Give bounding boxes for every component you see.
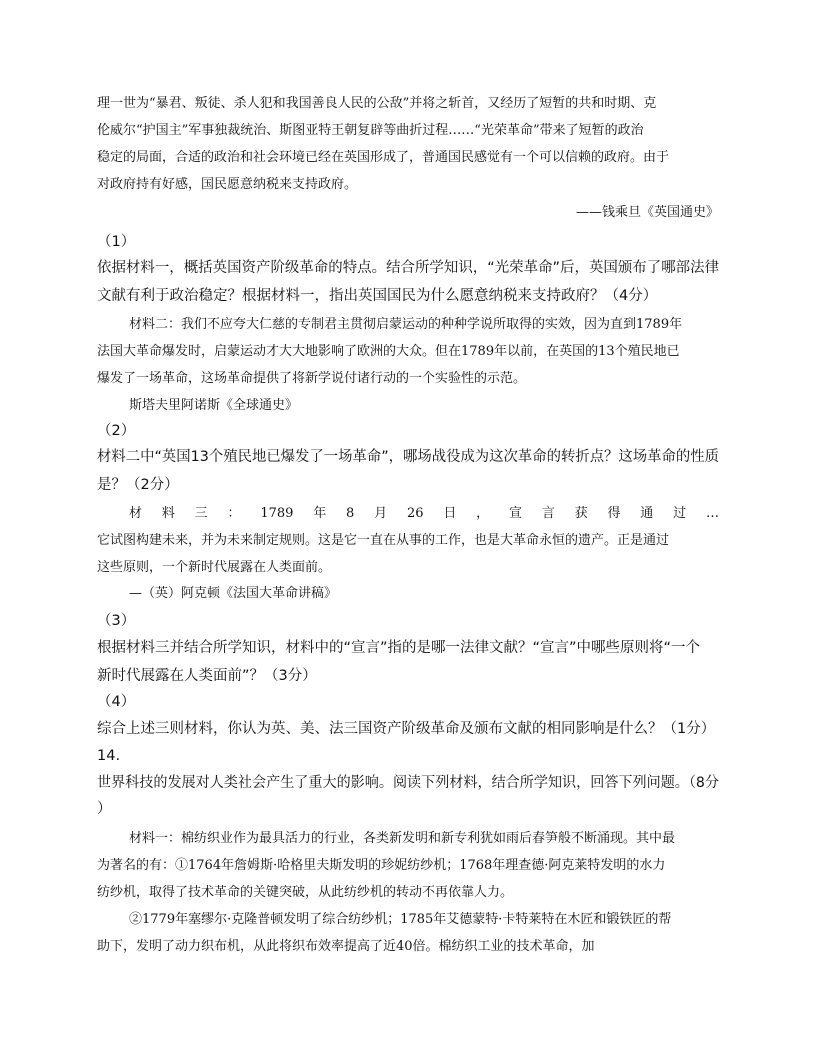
material-three-line-1-part: 26 [406, 506, 424, 521]
material-three-line-1-part: 言 [541, 506, 555, 521]
material-one-source: ——钱乘旦《英国通史》 [575, 205, 719, 220]
question-3-line-2: 新时代展露在人类面前”？（3分） [97, 668, 317, 684]
material-one-line-1: 理一世为“暴君、叛徒、杀人犯和我国善良人民的公敌”并将之斩首，又经历了短暂的共和时期、克 [97, 96, 657, 111]
question-1-line-1: 依据材料一，概括英国资产阶级革命的特点。结合所学知识，“光荣革命”后，英国颁布了哪部法律 [97, 260, 720, 276]
material-three-source: —（英）阿克顿《法国大革命讲稿》 [129, 586, 338, 601]
material-two-line-3: 爆发了一场革命，这场革命提供了将新学说付诸行动的一个实验性的示范。 [97, 371, 527, 386]
material-three-line-1-part: 过 [673, 506, 687, 521]
question-3-line-1: 根据材料三并结合所学知识，材料中的“宣言”指的是哪一法律文献？“宣言”中哪些原则将“一个 [97, 640, 701, 656]
question-2-line-1: 材料二中“英国13个殖民地已爆发了一场革命”，哪场战役成为这次革命的转折点？这场革命的性质 [97, 449, 719, 465]
material-three-line-1-part: 材 [129, 506, 143, 521]
material-three-line-1-part: 三 [194, 506, 208, 521]
material-three-line-2: 它试图构建未来，并为未来制定规则。这是它一直在从事的工作，也是大革命永恒的遗产。正是通过 [97, 533, 670, 548]
question-1-line-2: 文献有利于政治稳定？根据材料一，指出英国国民为什么愿意纳税来支持政府？（4分） [97, 288, 658, 304]
question-2-number: （2） [97, 423, 136, 439]
material-four-line-2: 为著名的有：①1764年詹姆斯·哈格里夫斯发明的珍妮纺纱机；1768年理查德·阿克莱特发明的水力 [97, 858, 666, 873]
material-three-line-1 [129, 504, 719, 524]
material-three-line-1-part: ： [227, 506, 241, 521]
material-three-line-1-part: 得 [607, 506, 621, 521]
material-three-line-1-part: 日 [443, 506, 457, 521]
material-four-line-3: 纺纱机，取得了技术革命的关键突破，从此纺纱机的转动不再依靠人力。 [97, 885, 514, 900]
material-three-line-1-part: 宣 [508, 506, 522, 521]
material-three-line-3: 这些原则，一个新时代展露在人类面前。 [97, 560, 332, 575]
material-three-line-1-part: 获 [574, 506, 588, 521]
question-4-line-1: 综合上述三则材料，你认为英、美、法三国资产阶级革命及颁布文献的相同影响是什么？（1分） [97, 721, 716, 737]
question-14-line-1: 世界科技的发展对人类社会产生了重大的影响。阅读下列材料，结合所学知识，回答下列问题。（8分 [97, 775, 720, 791]
material-four-line-4: ②1779年塞缪尔·克隆普顿发明了综合纺纱机；1785年艾德蒙特·卡特莱特在木匠和锻铁匠的帮 [129, 912, 672, 927]
material-three-line-1-part: 月 [374, 506, 388, 521]
material-two-source: 斯塔夫里阿诺斯《全球通史》 [129, 398, 299, 413]
material-three-line-1-part: ， [476, 506, 490, 521]
material-three-line-1-part: 年 [313, 506, 327, 521]
material-three-line-1-part: 8 [346, 506, 355, 521]
material-one-line-2: 伦威尔“护国主”军事独裁统治、斯图亚特王朝复辟等曲折过程……“光荣革命”带来了短暂的政治 [97, 123, 644, 138]
material-one-line-4: 对政府持有好感，国民愿意纳税来支持政府。 [97, 177, 358, 192]
question-1-number: （1） [97, 234, 136, 250]
material-four-line-1: 材料一：棉纺织业作为最具活力的行业，各类新发明和新专利犹如雨后春笋般不断涌现。其中最 [129, 831, 676, 846]
question-14-line-2: ） [97, 801, 112, 817]
material-three-line-1-part: 1789 [260, 506, 294, 521]
question-4-number: （4） [97, 694, 136, 710]
material-three-line-1-part: … [705, 506, 719, 521]
material-three-line-1-part: 料 [161, 506, 175, 521]
question-3-number: （3） [97, 613, 136, 629]
question-2-line-2: 是？（2分） [97, 477, 179, 493]
material-two-line-2: 法国大革命爆发时，启蒙运动才大大地影响了欧洲的大众。但在1789年以前，在英国的13个殖民地已 [97, 344, 680, 359]
question-14-number: 14. [97, 748, 121, 764]
material-four-line-5: 助下，发明了动力织布机，从此将织布效率提高了近40倍。棉纺织工业的技术革命，加 [97, 939, 595, 954]
material-two-line-1: 材料二：我们不应夸大仁慈的专制君主贯彻启蒙运动的种种学说所取得的实效，因为直到1789年 [129, 317, 683, 332]
material-one-line-3: 稳定的局面，合适的政治和社会环境已经在英国形成了，普通国民感觉有一个可以信赖的政府。由于 [97, 150, 670, 165]
material-three-line-1-part: 通 [640, 506, 654, 521]
